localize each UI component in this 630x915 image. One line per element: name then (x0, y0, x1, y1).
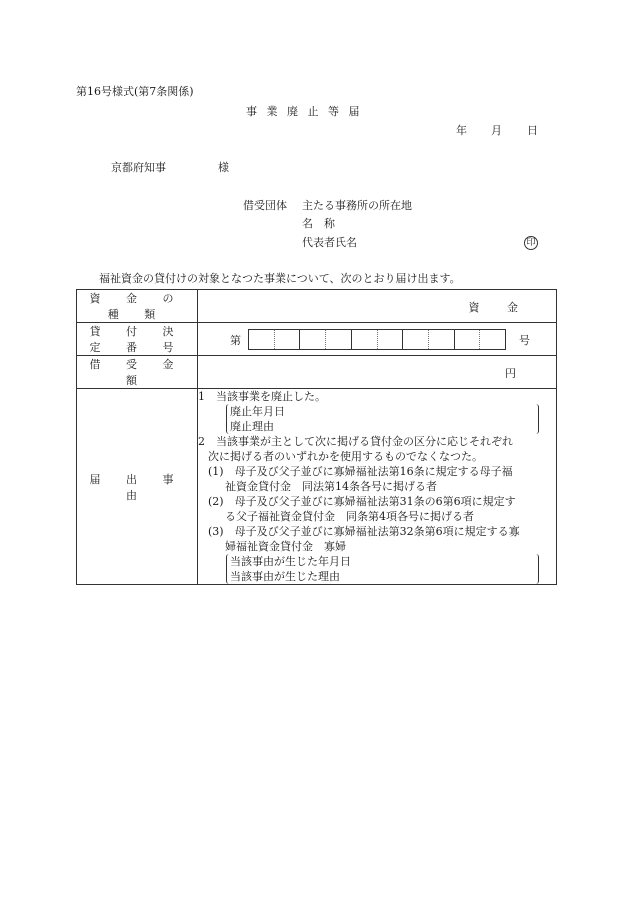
abolition-reason-label[interactable]: 廃止理由 (230, 420, 274, 433)
reason-item-1: 1 当該事業を廃止した。 (198, 390, 326, 403)
applicant-org-label: 借受団体 (243, 199, 287, 212)
subitem-2-line-2: る父子福祉資金貸付金 同条第4項各号に掲げる者 (225, 510, 474, 523)
subitem-3-line-1: (3) 母子及び父子並びに寡婦福祉法第32条第6項に規定する寡 (208, 525, 520, 538)
loan-number-label: 貸 付 決 定 番 号 (77, 323, 198, 356)
form-number: 第16号様式(第7条関係) (76, 85, 194, 98)
abolition-date-label[interactable]: 廃止年月日 (230, 405, 285, 418)
subitem-1-line-2: 祉資金貸付金 同法第14条各号に掲げる者 (225, 480, 437, 493)
applicant-address-label: 主たる事務所の所在地 (302, 199, 412, 212)
row-fund-type (77, 290, 557, 323)
applicant-name-label: 名 称 (302, 217, 335, 230)
fund-type-cell[interactable] (198, 290, 557, 323)
digit-group[interactable] (249, 330, 300, 349)
event-reason-label[interactable]: 当該事由が生じた理由 (230, 570, 340, 583)
reason-item-1-bracket (226, 404, 539, 434)
reason-item-2-line-2: 次に掲げる者のいずれかを使用するものでなくなつた。 (208, 450, 483, 463)
row-loan-number (77, 323, 557, 356)
loan-number-suffix: 号 (519, 334, 530, 347)
fund-type-label: 資 金 の 種 類 (77, 290, 198, 323)
event-date-label[interactable]: 当該事由が生じた年月日 (230, 555, 351, 568)
reason-cell (198, 389, 557, 585)
addressee-honorific: 様 (218, 161, 229, 174)
fund-type-suffix: 資 金 (468, 300, 530, 314)
reason-item-2-line-1: 2 当該事業が主として次に掲げる貸付金の区分に応じそれぞれ (198, 435, 513, 448)
row-reason (77, 389, 557, 585)
seal-mark: 印 (524, 236, 538, 250)
subitem-3-line-2: 婦福祉資金貸付金 寡婦 (225, 540, 346, 553)
loan-number-prefix: 第 (230, 334, 241, 347)
date-day-label: 日 (527, 124, 538, 137)
amount-cell[interactable] (198, 356, 557, 389)
amount-label: 借 受 金 額 (77, 356, 198, 389)
document-title: 事 業 廃 止 等 届 (246, 105, 363, 118)
digit-group[interactable] (403, 330, 454, 349)
applicant-rep-label: 代表者氏名 (302, 236, 357, 249)
loan-number-digit-boxes[interactable] (248, 329, 506, 350)
subitem-1-line-1: (1) 母子及び父子並びに寡婦福祉法第16条に規定する母子福 (208, 465, 513, 478)
reason-label: 届 出 事 由 (77, 389, 198, 585)
date-year-label: 年 (456, 124, 467, 137)
subitem-2-line-1: (2) 母子及び父子並びに寡婦福祉法第31条の6第6項に規定す (208, 495, 516, 508)
amount-suffix: 円 (505, 366, 528, 380)
digit-group[interactable] (352, 330, 403, 349)
reason-item-2-bracket (226, 554, 539, 584)
intro-text: 福祉資金の貸付けの対象となつた事業について、次のとおり届け出ます。 (99, 272, 461, 285)
row-amount (77, 356, 557, 389)
loan-number-cell (198, 323, 557, 356)
digit-group[interactable] (455, 330, 505, 349)
notification-table (76, 289, 557, 585)
digit-group[interactable] (300, 330, 351, 349)
addressee-name: 京都府知事 (111, 161, 166, 174)
date-month-label: 月 (491, 124, 502, 137)
